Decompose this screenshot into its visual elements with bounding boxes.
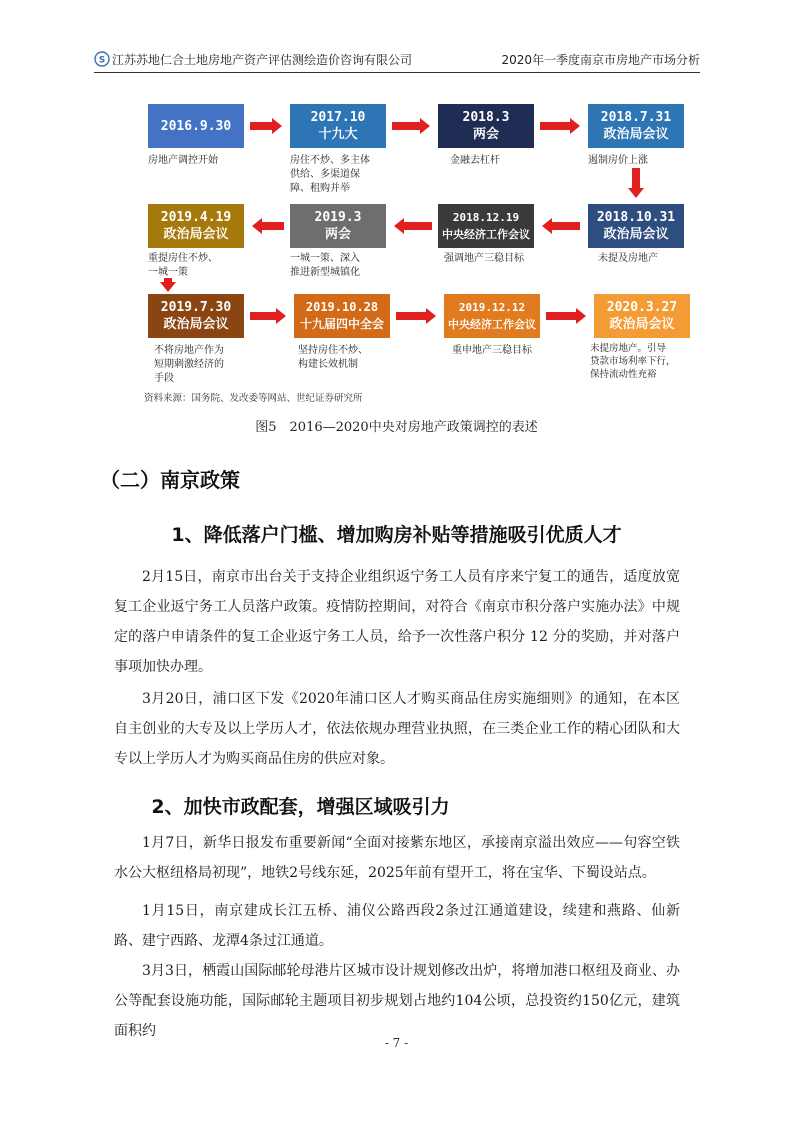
svg-text:S: S <box>98 55 106 66</box>
flow-note: 房地产调控开始 <box>148 155 218 166</box>
arrow-right-icon <box>546 308 586 324</box>
flow-node-2018-3: 2018.3 两会 <box>438 104 534 148</box>
flow-node-2019-10-28: 2019.10.28 十九届四中全会 <box>294 294 390 338</box>
arrow-down-icon <box>160 278 176 292</box>
flow-node-2019-3: 2019.3 两会 <box>290 204 386 248</box>
arrow-left-icon <box>542 218 580 234</box>
paragraph: 1月7日，新华日报发布重要新闻“全面对接紫东地区，承接南京溢出效应——句容空铁水公大枢纽格局初现”，地铁2号线东延，2025年前有望开工，将在宝华、下蜀设站点。 <box>114 835 680 881</box>
policy-flow-diagram <box>138 94 686 404</box>
figure-caption: 图5 2016—2020中央对房地产政策调控的表述 <box>255 420 538 435</box>
flow-note: 不将房地产作为 短期刺激经济的 手段 <box>154 345 224 384</box>
page-header <box>94 48 700 70</box>
subsection-title-2: 2、加快市政配套，增强区域吸引力 <box>151 796 450 818</box>
flow-node-2017-10: 2017.10 十九大 <box>290 104 386 148</box>
flow-note: 房住不炒、多主体 供给、多渠道保 障、租购并举 <box>290 155 370 194</box>
arrow-right-icon <box>250 308 286 324</box>
arrow-left-icon <box>394 218 432 234</box>
flow-note: 坚持房住不炒、 构建长效机制 <box>298 345 368 370</box>
figure-source: 资料来源：国务院、发改委等网站、世纪证券研究所 <box>144 393 363 404</box>
flow-note: 未提房地产。引导 贷款市场利率下行， 保持流动性充裕 <box>590 343 676 380</box>
arrow-right-icon <box>250 118 282 134</box>
flow-note: 重提房住不炒、 一城一策 <box>148 253 218 278</box>
page-number: - 7 - <box>384 1036 409 1050</box>
company-name: 江苏苏地仁合土地房地产资产评估测绘造价咨询有限公司 <box>112 53 413 67</box>
flow-note: 重申地产三稳目标 <box>452 345 532 356</box>
flow-note: 金融去杠杆 <box>450 155 500 166</box>
flow-node-2018-10-31: 2018.10.31 政治局会议 <box>588 204 684 248</box>
report-title: 2020年一季度南京市房地产市场分析 <box>501 53 700 67</box>
company-logo-icon <box>94 51 110 67</box>
flow-note: 一城一策、深入 推进新型城镇化 <box>290 253 360 278</box>
flow-note: 未提及房地产 <box>598 253 658 264</box>
arrow-right-icon <box>540 118 580 134</box>
paragraph: 3月20日，浦口区下发《2020年浦口区人才购买商品住房实施细则》的通知，在本区自主创业的大专及以上学历人才，依法依规办理营业执照，在三类企业工作的精心团队和大专以上学历人才为购买商品住房的供应对象。 <box>114 691 680 767</box>
flow-node-2019-12-12: 2019.12.12 中央经济工作会议 <box>444 294 540 338</box>
paragraph: 3月3日，栖霞山国际邮轮母港片区城市设计规划修改出炉，将增加港口枢纽及商业、办公等配套设施功能，国际邮轮主题项目初步规划占地约104公顷，总投资约150亿元，建筑面积约 <box>114 963 680 1039</box>
flow-note: 遏制房价上涨 <box>588 155 648 166</box>
arrow-right-icon <box>396 308 436 324</box>
paragraph: 1月15日，南京建成长江五桥、浦仪公路西段2条过江通道建设，续建和燕路、仙新路、建宁西路、龙潭4条过江通道。 <box>114 903 680 949</box>
arrow-left-icon <box>252 218 284 234</box>
paragraph: 2月15日，南京市出台关于支持企业组织返宁务工人员有序来宁复工的通告，适度放宽复工企业返宁务工人员落户政策。疫情防控期间，对符合《南京市积分落户实施办法》中规定的落户申请条件的复工企业返宁务工人员，给予一次性落户积分 12 分的奖励，并对落户事项加快办理。 <box>114 569 680 675</box>
flow-node-2016-9-30: 2016.9.30 <box>148 104 244 148</box>
flow-node-2019-4-19: 2019.4.19 政治局会议 <box>148 204 244 248</box>
flow-node-2018-7-31: 2018.7.31 政治局会议 <box>588 104 684 148</box>
arrow-down-icon <box>628 168 644 198</box>
flow-note: 强调地产三稳目标 <box>444 253 524 264</box>
flow-node-2019-7-30: 2019.7.30 政治局会议 <box>148 294 244 338</box>
flow-node-2018-12-19: 2018.12.19 中央经济工作会议 <box>438 204 534 248</box>
flow-node-2020-3-27: 2020.3.27 政治局会议 <box>594 294 690 338</box>
arrow-right-icon <box>392 118 430 134</box>
subsection-title-1: 1、降低落户门槛、增加购房补贴等措施吸引优质人才 <box>171 524 622 546</box>
header-divider <box>94 72 700 73</box>
section-title: （二）南京政策 <box>100 468 240 492</box>
